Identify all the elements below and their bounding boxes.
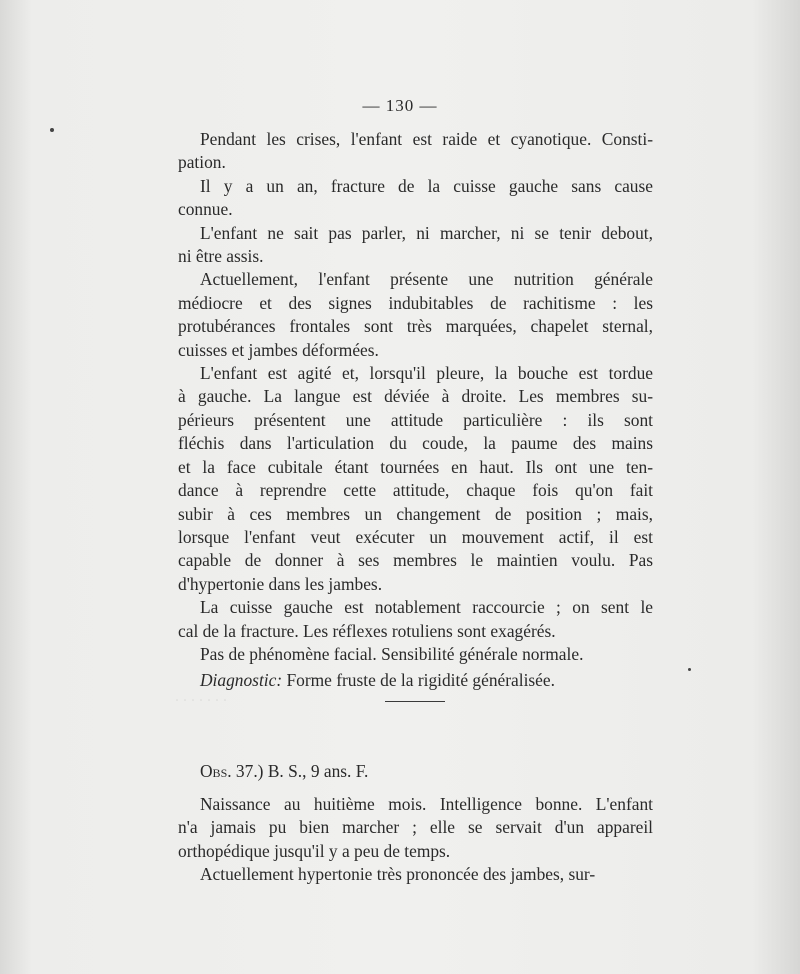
body-text-lower: [178, 793, 653, 887]
text-line: L'enfant ne sait pas parler, ni marcher, ni se tenir debout,: [200, 222, 653, 243]
speck-1: [50, 128, 54, 132]
speck-2: [688, 668, 691, 671]
paragraph: [178, 863, 653, 886]
paragraph: [178, 793, 653, 863]
text-line: capable de donner à ses membres le maintien voulu. Pas: [178, 550, 653, 571]
text-line: pation.: [178, 152, 226, 173]
text-line: protubérances frontales sont très marquées, chapelet sternal,: [178, 316, 653, 337]
observation-heading: [200, 761, 368, 782]
text-line: cal de la fracture. Les réflexes rotuliens sont exagérés.: [178, 620, 556, 641]
diagnosis-label: Diagnostic:: [200, 670, 283, 691]
text-line: connue.: [178, 199, 233, 220]
text-line: Naissance au huitième mois. Intelligence bonne. L'enfant: [200, 794, 653, 814]
text-line: Pendant les crises, l'enfant est raide et cyanotique. Consti-: [200, 129, 653, 149]
text-line: Actuellement, l'enfant présente une nutrition générale: [200, 269, 653, 290]
diagnosis-text: Forme fruste de la rigidité généralisée.: [282, 670, 555, 691]
text-line: cuisses et jambes déformées.: [178, 339, 379, 360]
text-line: Il y a un an, fracture de la cuisse gauche sans cause: [200, 175, 653, 196]
text-line: Pas de phénomène facial. Sensibilité générale normale.: [200, 643, 584, 664]
page-number: — 130 —: [362, 96, 438, 115]
text-line: ni être assis.: [178, 246, 264, 267]
text-line: L'enfant est agité et, lorsqu'il pleure, la bouche est tordue: [200, 363, 653, 384]
paragraph: [178, 128, 653, 175]
paragraph: [178, 222, 653, 269]
diagnosis-line: [178, 669, 653, 692]
text-line: d'hypertonie dans les jambes.: [178, 573, 383, 594]
text-line: Actuellement hypertonie très prononcée des jambes, sur-: [200, 864, 596, 885]
text-line: à gauche. La langue est déviée à droite. Les membres su-: [178, 386, 653, 407]
text-line: et la face cubitale étant tournées en haut. Ils ont une ten-: [178, 456, 653, 477]
text-line: fléchis dans l'articulation du coude, la paume des mains: [178, 433, 653, 454]
observation-patient: B. S., 9 ans. F.: [263, 761, 369, 781]
text-line: périeurs présentent une attitude particulière : ils sont: [178, 409, 653, 430]
text-line: subir à ces membres un changement de position ; mais,: [178, 503, 653, 524]
observation-number: Obs. 37.): [200, 761, 264, 781]
text-line: n'a jamais pu bien marcher ; elle se servait d'un appareil: [178, 817, 653, 838]
text-line: lorsque l'enfant veut exécuter un mouvement actif, il est: [178, 526, 653, 547]
paragraph: [178, 643, 653, 666]
text-line: La cuisse gauche est notablement raccourcie ; on sent le: [200, 597, 653, 618]
paragraph: [178, 596, 653, 643]
text-line: dance à reprendre cette attitude, chaque fois qu'on fait: [178, 480, 653, 501]
paragraph: [178, 175, 653, 222]
text-line: orthopédique jusqu'il y a peu de temps.: [178, 840, 451, 861]
body-text-upper: [178, 128, 653, 693]
text-line: médiocre et des signes indubitables de rachitisme : les: [178, 292, 653, 313]
section-divider: [385, 701, 445, 702]
paragraph: [178, 268, 653, 362]
paragraph: [178, 362, 653, 596]
show-through-1: . . . . . . .: [175, 688, 227, 705]
